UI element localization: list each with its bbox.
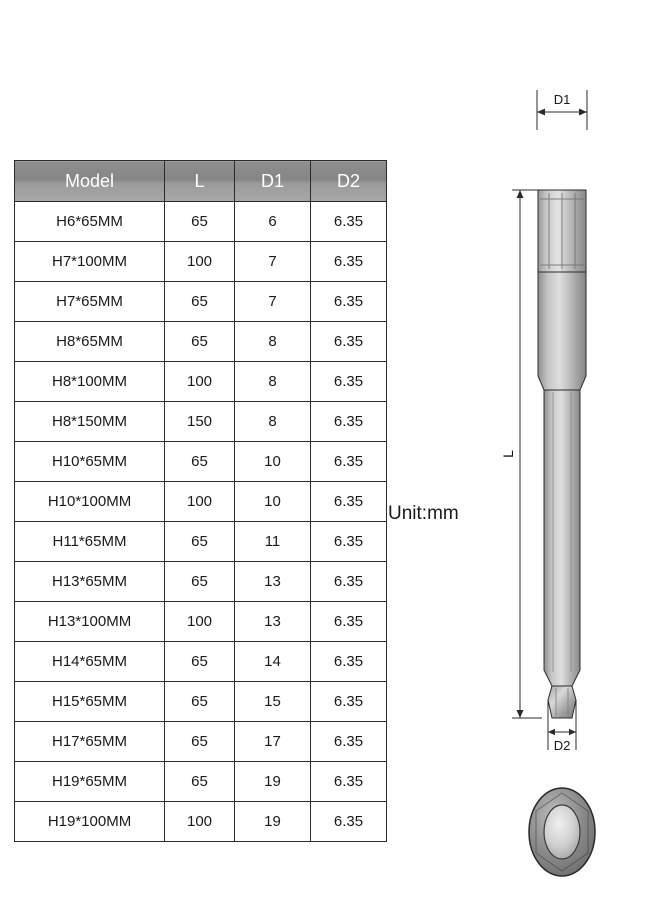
cell-d2: 6.35 bbox=[311, 282, 387, 322]
cell-l: 65 bbox=[165, 762, 235, 802]
cell-model: H17*65MM bbox=[15, 722, 165, 762]
cell-model: H8*150MM bbox=[15, 402, 165, 442]
cell-model: H19*65MM bbox=[15, 762, 165, 802]
cell-d1: 17 bbox=[235, 722, 311, 762]
table-row bbox=[15, 642, 387, 682]
cell-d2: 6.35 bbox=[311, 402, 387, 442]
cell-l: 100 bbox=[165, 482, 235, 522]
cell-d1: 6 bbox=[235, 202, 311, 242]
product-drawing bbox=[470, 60, 660, 890]
cell-d1: 8 bbox=[235, 322, 311, 362]
table-row bbox=[15, 282, 387, 322]
cell-d2: 6.35 bbox=[311, 682, 387, 722]
cell-model: H8*65MM bbox=[15, 322, 165, 362]
cell-d1: 7 bbox=[235, 282, 311, 322]
cell-d1: 19 bbox=[235, 762, 311, 802]
cell-l: 65 bbox=[165, 442, 235, 482]
cell-l: 100 bbox=[165, 362, 235, 402]
table-row bbox=[15, 602, 387, 642]
cell-l: 150 bbox=[165, 402, 235, 442]
svg-text:D2: D2 bbox=[553, 738, 571, 753]
table-row bbox=[15, 362, 387, 402]
table-row bbox=[15, 322, 387, 362]
cell-d2: 6.35 bbox=[311, 362, 387, 402]
cell-d2: 6.35 bbox=[311, 442, 387, 482]
unit-label: Unit:mm bbox=[388, 503, 459, 524]
cell-model: H14*65MM bbox=[15, 642, 165, 682]
column-header-d2: D2 bbox=[311, 161, 387, 202]
cell-l: 100 bbox=[165, 802, 235, 842]
table-header-row bbox=[15, 161, 387, 202]
cell-l: 65 bbox=[165, 522, 235, 562]
cell-l: 65 bbox=[165, 282, 235, 322]
cell-model: H7*65MM bbox=[15, 282, 165, 322]
cell-d2: 6.35 bbox=[311, 562, 387, 602]
dimension-d1 bbox=[537, 90, 587, 130]
cell-d2: 6.35 bbox=[311, 642, 387, 682]
cell-model: H8*100MM bbox=[15, 362, 165, 402]
cell-model: H11*65MM bbox=[15, 522, 165, 562]
cell-d2: 6.35 bbox=[311, 722, 387, 762]
table-row bbox=[15, 562, 387, 602]
cell-d2: 6.35 bbox=[311, 762, 387, 802]
cell-d1: 8 bbox=[235, 402, 311, 442]
cell-model: H10*100MM bbox=[15, 482, 165, 522]
cell-d2: 6.35 bbox=[311, 802, 387, 842]
dimension-l bbox=[500, 190, 542, 718]
svg-text:L: L bbox=[500, 450, 516, 458]
cell-d2: 6.35 bbox=[311, 242, 387, 282]
table-row bbox=[15, 722, 387, 762]
column-header-d1: D1 bbox=[235, 161, 311, 202]
table-row bbox=[15, 442, 387, 482]
cell-d2: 6.35 bbox=[311, 482, 387, 522]
table-row bbox=[15, 802, 387, 842]
table-row bbox=[15, 402, 387, 442]
cell-d2: 6.35 bbox=[311, 202, 387, 242]
specification-table bbox=[14, 160, 387, 842]
nut-driver-side-view bbox=[538, 190, 586, 718]
cell-d1: 13 bbox=[235, 562, 311, 602]
cell-model: H19*100MM bbox=[15, 802, 165, 842]
cell-l: 65 bbox=[165, 682, 235, 722]
cell-model: H10*65MM bbox=[15, 442, 165, 482]
cell-model: H13*100MM bbox=[15, 602, 165, 642]
svg-text:D1: D1 bbox=[553, 92, 571, 107]
cell-d1: 7 bbox=[235, 242, 311, 282]
cell-d2: 6.35 bbox=[311, 602, 387, 642]
cell-l: 65 bbox=[165, 642, 235, 682]
cell-l: 100 bbox=[165, 602, 235, 642]
socket-end-face-view bbox=[529, 788, 595, 876]
cell-model: H7*100MM bbox=[15, 242, 165, 282]
column-header-model: Model bbox=[15, 161, 165, 202]
cell-d2: 6.35 bbox=[311, 322, 387, 362]
cell-d1: 19 bbox=[235, 802, 311, 842]
cell-l: 100 bbox=[165, 242, 235, 282]
cell-l: 65 bbox=[165, 562, 235, 602]
cell-l: 65 bbox=[165, 722, 235, 762]
table-row bbox=[15, 682, 387, 722]
cell-model: H15*65MM bbox=[15, 682, 165, 722]
cell-model: H6*65MM bbox=[15, 202, 165, 242]
table-row bbox=[15, 482, 387, 522]
cell-d1: 13 bbox=[235, 602, 311, 642]
cell-d1: 10 bbox=[235, 482, 311, 522]
cell-d2: 6.35 bbox=[311, 522, 387, 562]
table-row bbox=[15, 242, 387, 282]
cell-d1: 10 bbox=[235, 442, 311, 482]
table-row bbox=[15, 522, 387, 562]
cell-l: 65 bbox=[165, 322, 235, 362]
cell-d1: 14 bbox=[235, 642, 311, 682]
cell-d1: 11 bbox=[235, 522, 311, 562]
table-row bbox=[15, 762, 387, 802]
column-header-l: L bbox=[165, 161, 235, 202]
cell-d1: 15 bbox=[235, 682, 311, 722]
table-row bbox=[15, 202, 387, 242]
cell-model: H13*65MM bbox=[15, 562, 165, 602]
cell-d1: 8 bbox=[235, 362, 311, 402]
cell-l: 65 bbox=[165, 202, 235, 242]
